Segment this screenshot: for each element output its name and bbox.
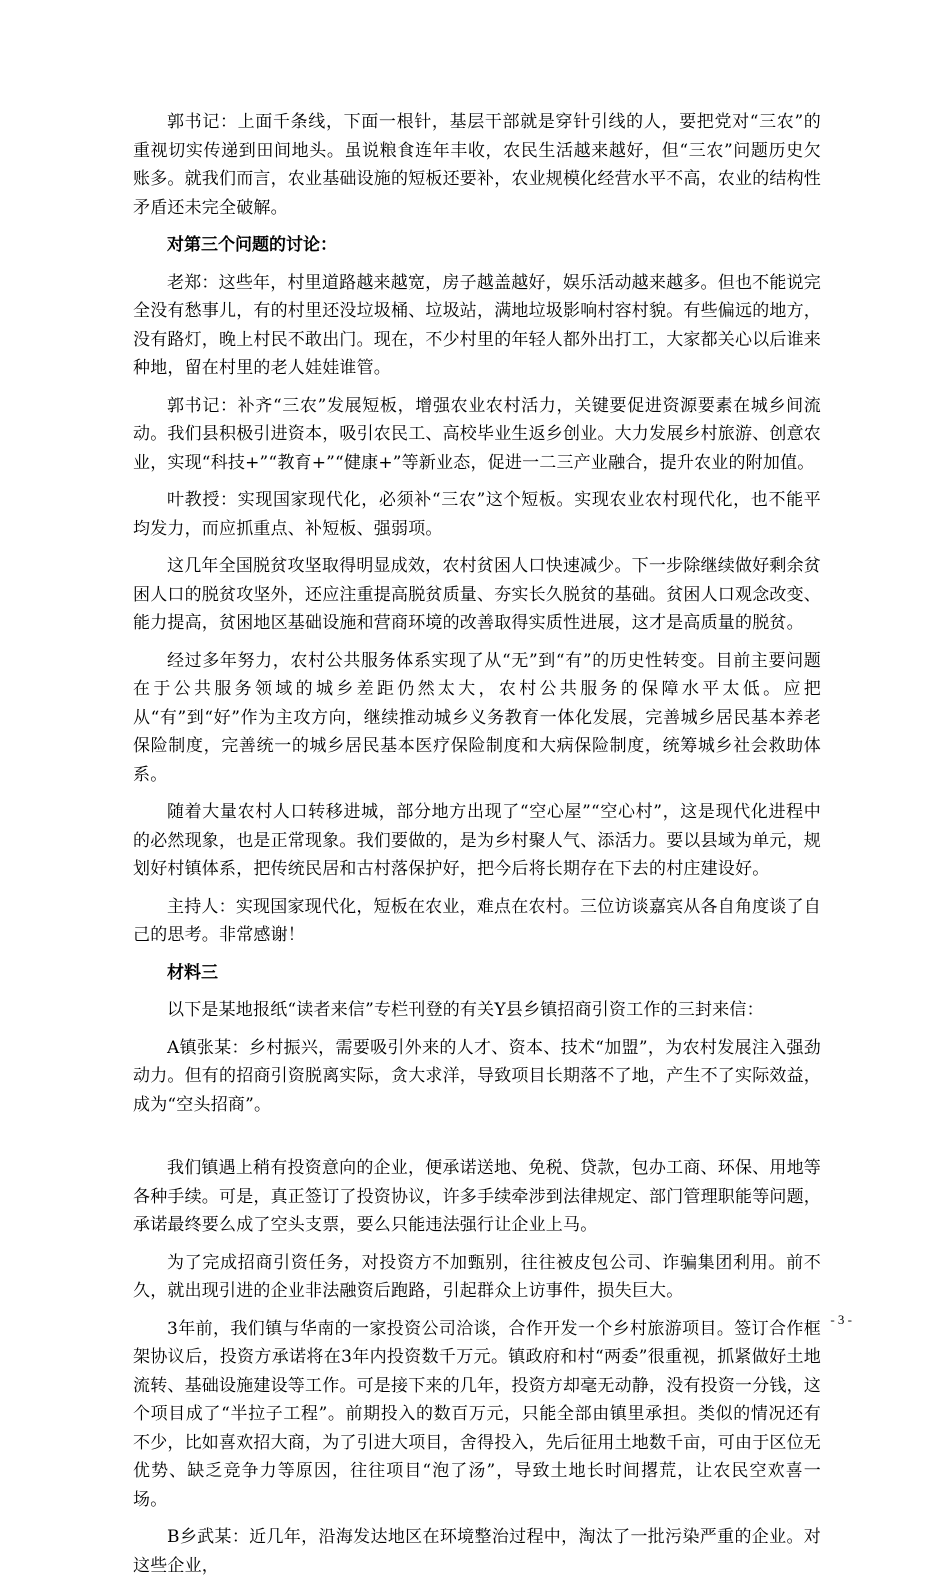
paragraph-town-a-zhang-3: 为了完成招商引资任务，对投资方不加甄别，往往被皮包公司、诈骗集团利用。前不久，就出现引进的企业非法融资后跑路，引起群众上访事件，损失巨大。 xyxy=(133,1252,821,1301)
paragraph-guo-secretary-2: 郭书记：补齐“三农”发展短板，增强农业农村活力，关键要促进资源要素在城乡间流动。我们县积极引进资本，吸引农民工、高校毕业生返乡创业。大力发展乡村旅游、创意农业，实现“科技+”“教育+”“健康+”等新业态，促进一二三产业融合，提升农业的附加值。 xyxy=(133,395,821,473)
paragraph-guo-secretary-1: 郭书记：上面千条线，下面一根针，基层干部就是穿针引线的人，要把党对“三农”的重视切实传递到田间地头。虽说粮食连年丰收，农民生活越来越好，但“三农”问题历史欠账多。就我们而言，农业基础设施的短板还要补，农业规模化经营水平不高，农业的结构性矛盾还未完全破解。 xyxy=(133,112,821,218)
section-heading-material-three: 材料三 xyxy=(167,962,218,983)
section-heading-question-three: 对第三个问题的讨论： xyxy=(167,235,337,255)
paragraph-town-a-zhang-1: A镇张某：乡村振兴，需要吸引外来的人才、资本、技术“加盟”，为农村发展注入强劲动力。但有的招商引资脱离实际，贪大求洋，导致项目长期落不了地，产生不了实际效益，成为“空头招商”。 xyxy=(133,1037,821,1115)
paragraph-professor-ye-3: 经过多年努力，农村公共服务体系实现了从“无”到“有”的历史性转变。目前主要问题在于公共服务领域的城乡差距仍然太大，农村公共服务的保障水平太低。应把从“有”到“好”作为主攻方向，继续推动城乡义务教育一体化发展，完善城乡居民基本养老保险制度，完善统一的城乡居民基本医疗保险制度和大病保险制度，统筹城乡社会救助体系。 xyxy=(133,650,821,785)
document-body xyxy=(133,108,821,1589)
paragraph-town-a-zhang-4: 3年前，我们镇与华南的一家投资公司洽谈，合作开发一个乡村旅游项目。签订合作框架协议后，投资方承诺将在3年内投资数千万元。镇政府和村“两委”很重视，抓紧做好土地流转、基础设施建设等工作。可是接下来的几年，投资方却毫无动静，没有投资一分钱，这个项目成了“半拉子工程”。前期投入的数百万元，只能全部由镇里承担。类似的情况还有不少，比如喜欢招大商，为了引进大项目，舍得投入，先后征用土地数千亩，可由于区位无优势、缺乏竞争力等原因，往往项目“泡了汤”，导致土地长时间撂荒，让农民空欢喜一场。 xyxy=(133,1318,821,1510)
page-number: - 3 - xyxy=(830,1312,852,1327)
paragraph-gap xyxy=(133,1128,821,1154)
paragraph-professor-ye-4: 随着大量农村人口转移进城，部分地方出现了“空心屋”“空心村”，这是现代化进程中的必然现象，也是正常现象。我们要做的，是为乡村聚人气、添活力。要以县域为单元，规划好村镇体系，把传统民居和古村落保护好，把今后将长期存在下去的村庄建设好。 xyxy=(133,802,821,879)
paragraph-letters-intro: 以下是某地报纸“读者来信”专栏刊登的有关Y县乡镇招商引资工作的三封来信： xyxy=(167,1000,764,1020)
paragraph-professor-ye-2: 这几年全国脱贫攻坚取得明显成效，农村贫困人口快速减少。下一步除继续做好剩余贫困人口的脱贫攻坚外，还应注重提高脱贫质量、夯实长久脱贫的基础。贫困人口观念改变、能力提高，贫困地区基础设施和营商环境的改善取得实质性进展，这才是高质量的脱贫。 xyxy=(133,556,821,633)
paragraph-township-b-wu: B乡武某：近几年，沿海发达地区在环境整治过程中，淘汰了一批污染严重的企业。对这些企业， xyxy=(133,1527,821,1576)
paragraph-professor-ye-1: 叶教授：实现国家现代化，必须补“三农”这个短板。实现农业农村现代化，也不能平均发力，而应抓重点、补短板、强弱项。 xyxy=(133,490,821,539)
paragraph-lao-zheng: 老郑：这些年，村里道路越来越宽，房子越盖越好，娱乐活动越来越多。但也不能说完全没有愁事儿，有的村里还没垃圾桶、垃圾站，满地垃圾影响村容村貌。有些偏远的地方，没有路灯，晚上村民不敢出门。现在，不少村里的年轻人都外出打工，大家都关心以后谁来种地，留在村里的老人娃娃谁管。 xyxy=(133,272,821,378)
paragraph-town-a-zhang-2: 我们镇遇上稍有投资意向的企业，便承诺送地、免税、贷款，包办工商、环保、用地等各种手续。可是，真正签订了投资协议，许多手续牵涉到法律规定、部门管理职能等问题，承诺最终要么成了空头支票，要么只能违法强行让企业上马。 xyxy=(133,1158,821,1235)
paragraph-host-closing: 主持人：实现国家现代化，短板在农业，难点在农村。三位访谈嘉宾从各自角度谈了自己的思考。非常感谢！ xyxy=(133,896,821,945)
